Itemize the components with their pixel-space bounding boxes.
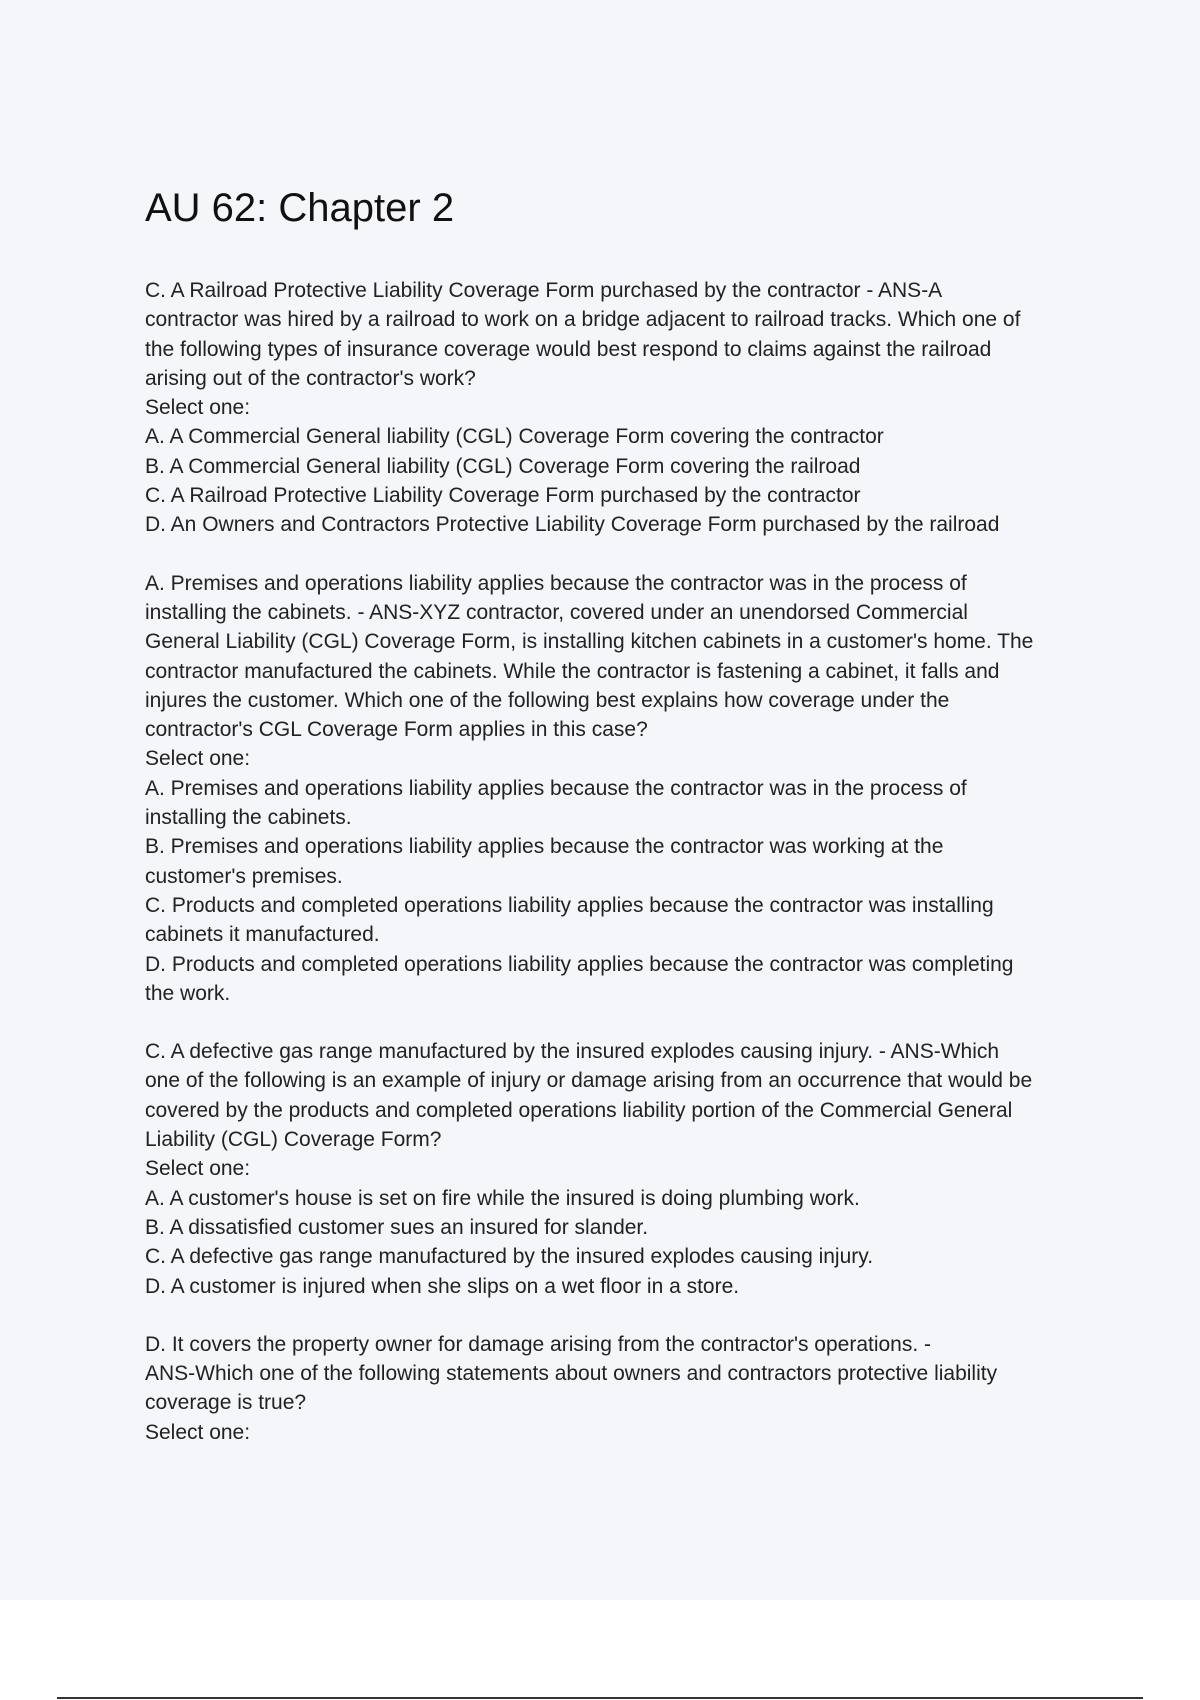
text-line: contractor's CGL Coverage Form applies in this case?: [145, 718, 648, 742]
text-line: A. Premises and operations liability applies because the contractor was in the process of: [145, 571, 967, 595]
text-line: contractor manufactured the cabinets. While the contractor is fastening a cabinet, it falls and: [145, 659, 1000, 683]
qa-block-4: [145, 1330, 1095, 1447]
text-line: contractor was hired by a railroad to work on a bridge adjacent to railroad tracks. Which one of: [145, 308, 1021, 332]
text-line: General Liability (CGL) Coverage Form, is installing kitchen cabinets in a customer's home. The: [145, 630, 1034, 654]
option-d: D. A customer is injured when she slips on a wet floor in a store.: [145, 1274, 740, 1298]
text-line: coverage is true?: [145, 1391, 307, 1415]
option-c-continued: cabinets it manufactured.: [145, 923, 380, 947]
select-one-label: Select one:: [145, 396, 251, 420]
qa-block-3: [145, 1037, 1095, 1301]
text-line: the following types of insurance coverage would best respond to claims against the railroad: [145, 337, 992, 361]
select-one-label: Select one:: [145, 1420, 251, 1444]
document-content: [145, 180, 1095, 1476]
document-title: AU 62: Chapter 2: [145, 186, 455, 230]
option-b: B. A dissatisfied customer sues an insured for slander.: [145, 1215, 649, 1239]
option-c: C. A defective gas range manufactured by the insured explodes causing injury.: [145, 1245, 874, 1269]
text-line: injures the customer. Which one of the following best explains how coverage under the: [145, 688, 950, 712]
option-c: C. A Railroad Protective Liability Coverage Form purchased by the contractor: [145, 484, 861, 508]
text-line: C. A defective gas range manufactured by the insured explodes causing injury. - ANS-Which: [145, 1040, 1000, 1064]
qa-block-2: [145, 569, 1095, 1008]
text-line: D. It covers the property owner for damage arising from the contractor's operations. -: [145, 1332, 932, 1356]
option-d: D. Products and completed operations liability applies because the contractor was completing: [145, 952, 1014, 976]
option-a: A. A Commercial General liability (CGL) Coverage Form covering the contractor: [145, 425, 884, 449]
option-a-continued: installing the cabinets.: [145, 806, 352, 830]
option-d-continued: the work.: [145, 981, 231, 1005]
text-line: Liability (CGL) Coverage Form?: [145, 1128, 442, 1152]
option-b-continued: customer's premises.: [145, 864, 343, 888]
text-line: one of the following is an example of injury or damage arising from an occurrence that would be: [145, 1069, 1033, 1093]
footer-divider: [57, 1697, 1143, 1699]
option-d: D. An Owners and Contractors Protective Liability Coverage Form purchased by the railroad: [145, 513, 1000, 537]
select-one-label: Select one:: [145, 747, 251, 771]
text-line: ANS-Which one of the following statements about owners and contractors protective liability: [145, 1362, 998, 1386]
option-a: A. A customer's house is set on fire while the insured is doing plumbing work.: [145, 1186, 860, 1210]
text-line: installing the cabinets. - ANS-XYZ contractor, covered under an unendorsed Commercial: [145, 600, 968, 624]
text-line: C. A Railroad Protective Liability Coverage Form purchased by the contractor - ANS-A: [145, 279, 943, 302]
option-c: C. Products and completed operations liability applies because the contractor was installing: [145, 893, 994, 917]
option-b: B. Premises and operations liability applies because the contractor was working at the: [145, 835, 944, 859]
option-a: A. Premises and operations liability applies because the contractor was in the process of: [145, 776, 967, 800]
qa-block-1: [145, 276, 1095, 540]
text-line: arising out of the contractor's work?: [145, 366, 476, 390]
select-one-label: Select one:: [145, 1157, 251, 1181]
option-b: B. A Commercial General liability (CGL) Coverage Form covering the railroad: [145, 454, 861, 478]
text-line: covered by the products and completed operations liability portion of the Commercial General: [145, 1098, 1013, 1122]
